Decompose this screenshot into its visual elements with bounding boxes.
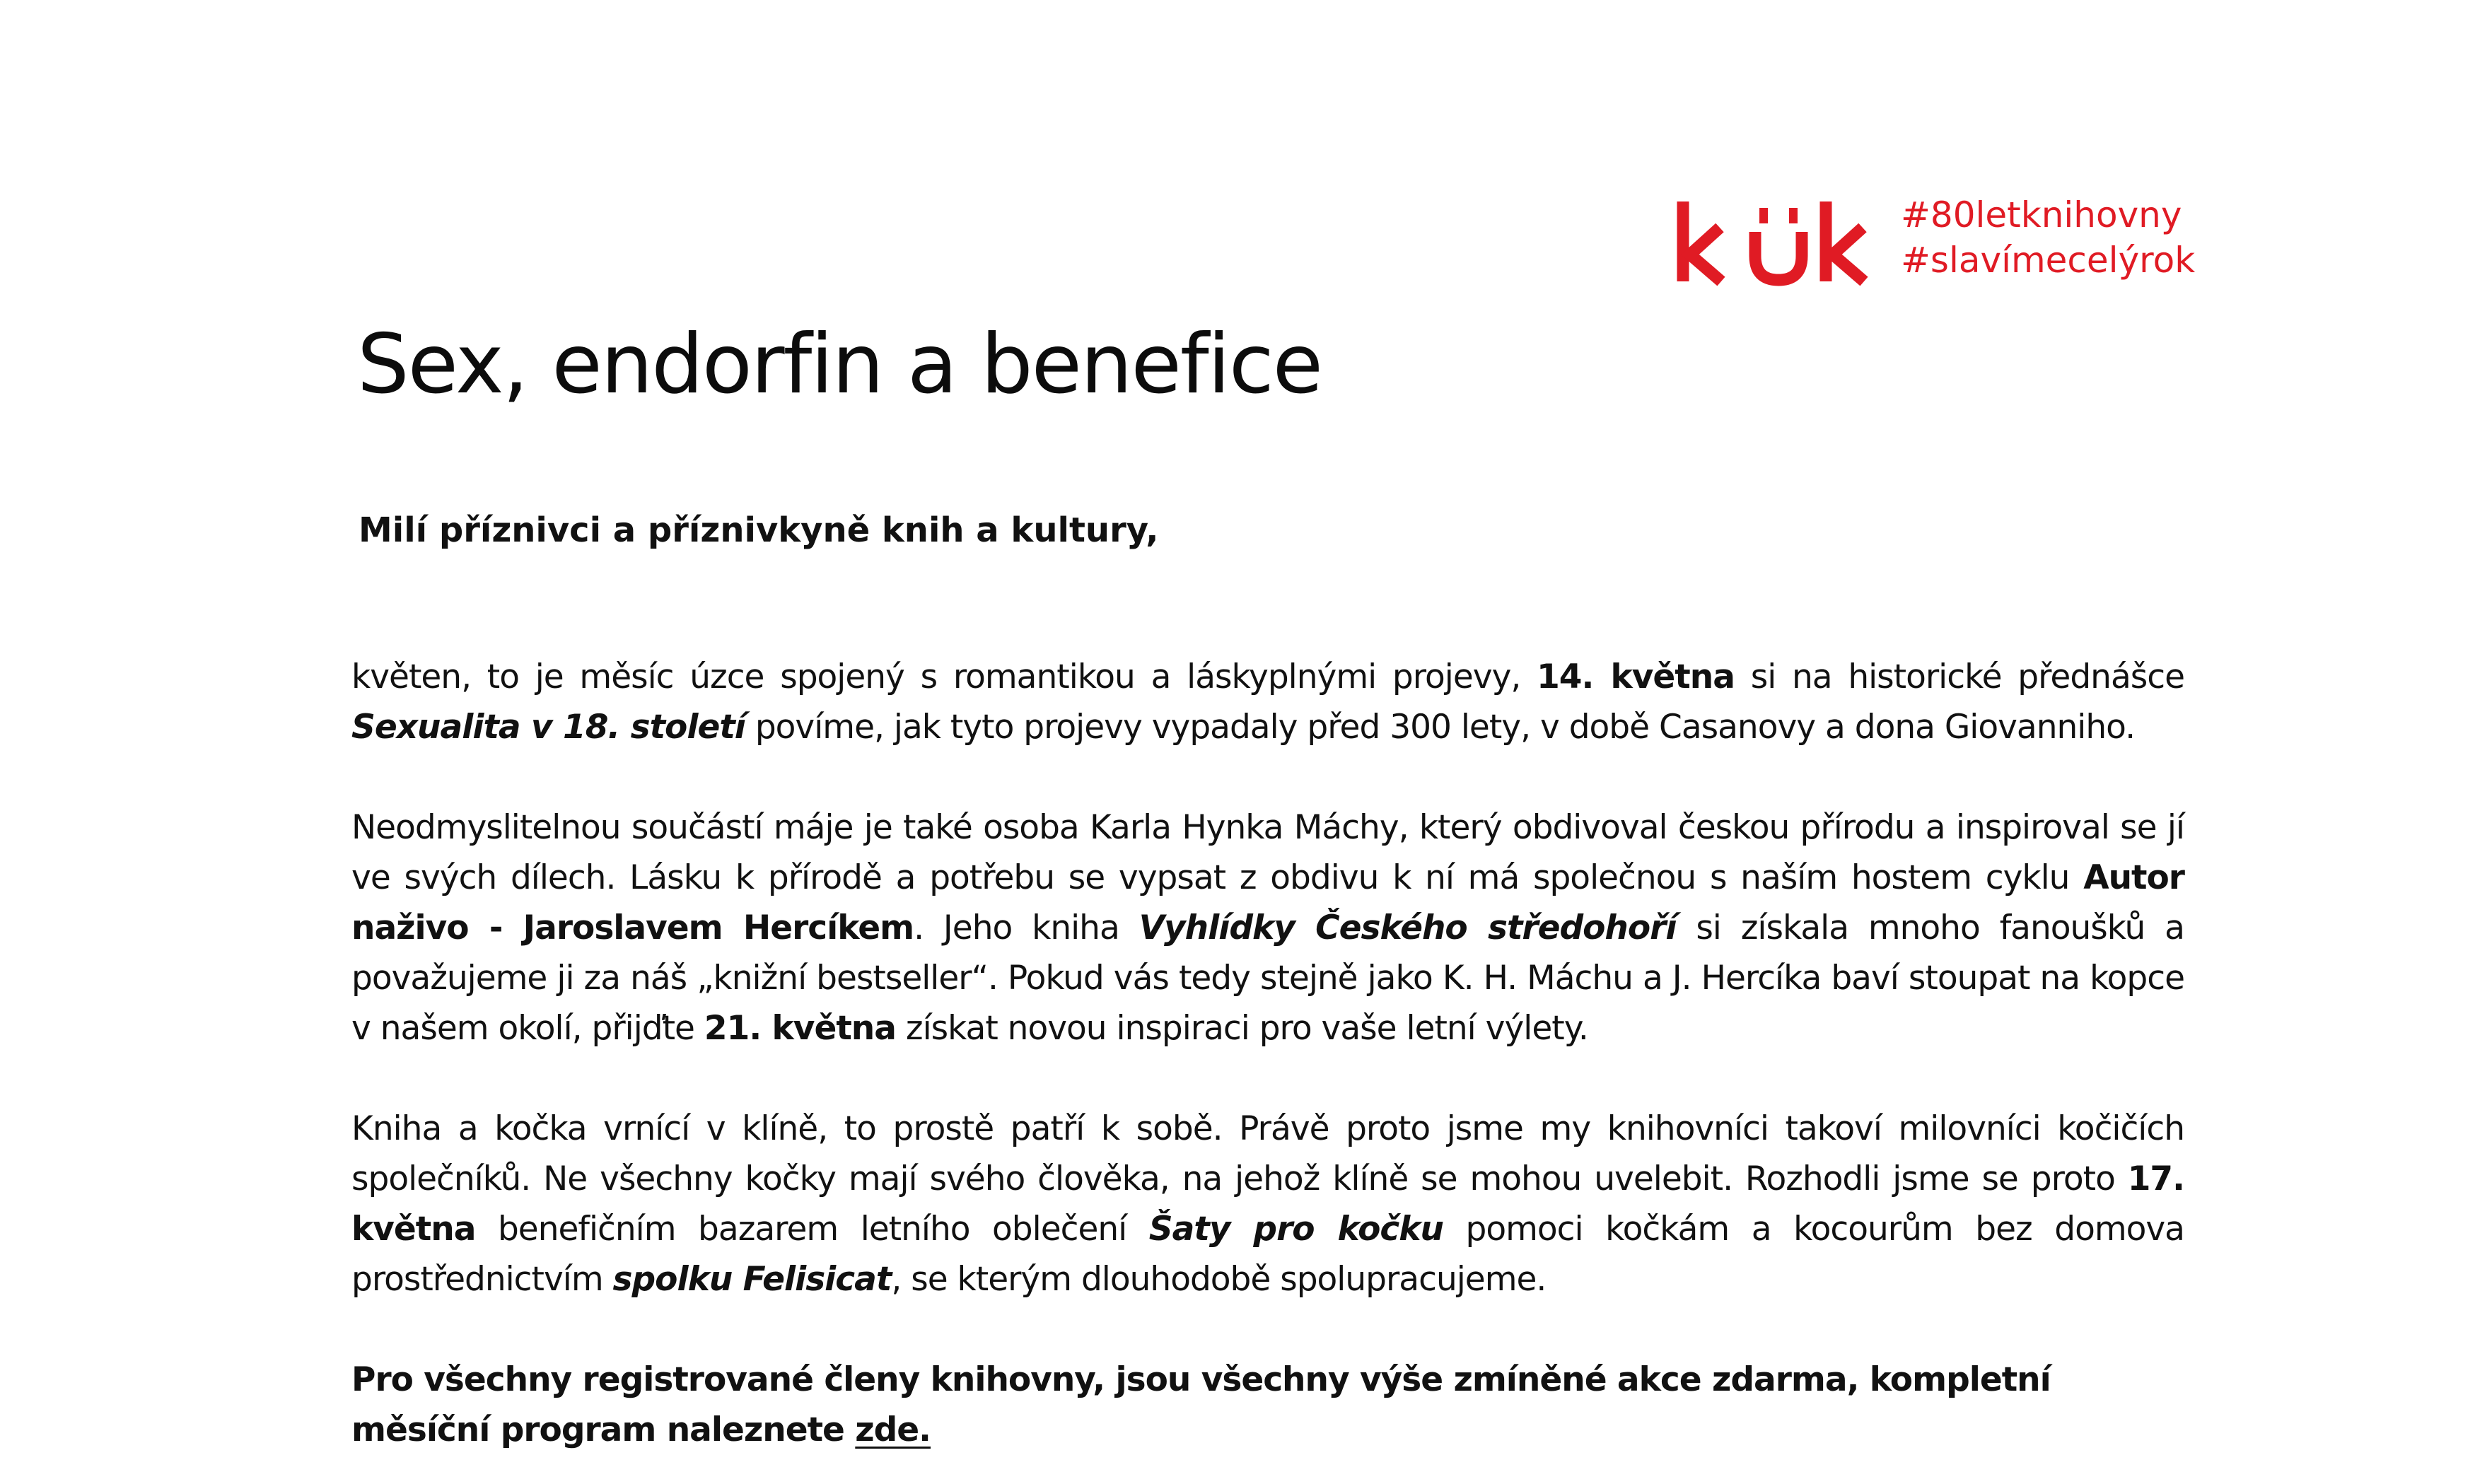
hashtag-80-years: #80letknihovny <box>1901 194 2182 235</box>
felisicat-association: spolku Felisicat <box>612 1260 892 1299</box>
paragraph-lecture: květen, to je měsíc úzce spojený s romantikou a láskyplnými projevy, 14. května si na historické přednášce Sexualita v 18. století povíme, jak tyto projevy vypadaly před 300 lety, v době Casanovy a dona Giovanniho. <box>351 658 2184 747</box>
page-title: Sex, endorfin a benefice <box>357 317 1322 412</box>
paragraph-author-event: Neodmyslitelnou součástí máje je také osoba Karla Hynka Máchy, který obdivoval českou přírodu a inspiroval se jí ve svých dílech. Lásku k přírodě a potřebu se vypsat z obdivu k ní má společnou s naším hostem cyklu Autor naživo - Jaroslavem Hercíkem. Jeho kniha Vyhlídky Českého středohoří si získala mnoho fanoušků a považujeme ji za náš „knižní bestseller“. Pokud vás tedy stejně jako K. H. Máchu a J. Hercíka baví stoupat na kopce v našem okolí, přijďte 21. května získat novou inspiraci pro vaše letní výlety. <box>351 808 2184 1048</box>
date-may-17: 17. května <box>351 1159 2184 1249</box>
newsletter-body <box>351 652 2184 1455</box>
hashtags <box>1901 192 2195 283</box>
hashtag-celebrate-all-year: #slavímecelýrok <box>1901 240 2196 281</box>
bazaar-title: Šaty pro kočku <box>1148 1210 1443 1249</box>
date-may-21: 21. května <box>704 1009 896 1048</box>
book-title: Vyhlídky Českého středohoří <box>1138 908 1677 947</box>
author-series: Autor naživo - Jaroslavem Hercíkem <box>351 858 2184 947</box>
paragraph-members-info: Pro všechny registrované členy knihovny, jsou všechny výše zmíněné akce zdarma, kompletní měsíční program naleznete zde. <box>351 1360 2051 1449</box>
greeting: Milí příznivci a příznivkyně knih a kultury, <box>359 510 1159 550</box>
paragraph-cat-benefit: Kniha a kočka vrnící v klíně, to prostě patří k sobě. Právě proto jsme my knihovníci takoví milovníci kočičích společníků. Ne všechny kočky mají svého člověka, na jehož klíně se mohou uvelebit. Rozhodli jsme se proto 17. května benefičním bazarem letního oblečení Šaty pro kočku pomoci kočkám a kocourům bez domova prostřednictvím spolku Felisicat, se kterým dlouhodobě spolupracujeme. <box>351 1109 2184 1299</box>
lecture-title: Sexualita v 18. století <box>351 708 745 747</box>
date-may-14: 14. května <box>1537 658 1735 696</box>
kuk-logo <box>1676 198 1888 290</box>
program-link[interactable]: zde. <box>855 1410 931 1449</box>
